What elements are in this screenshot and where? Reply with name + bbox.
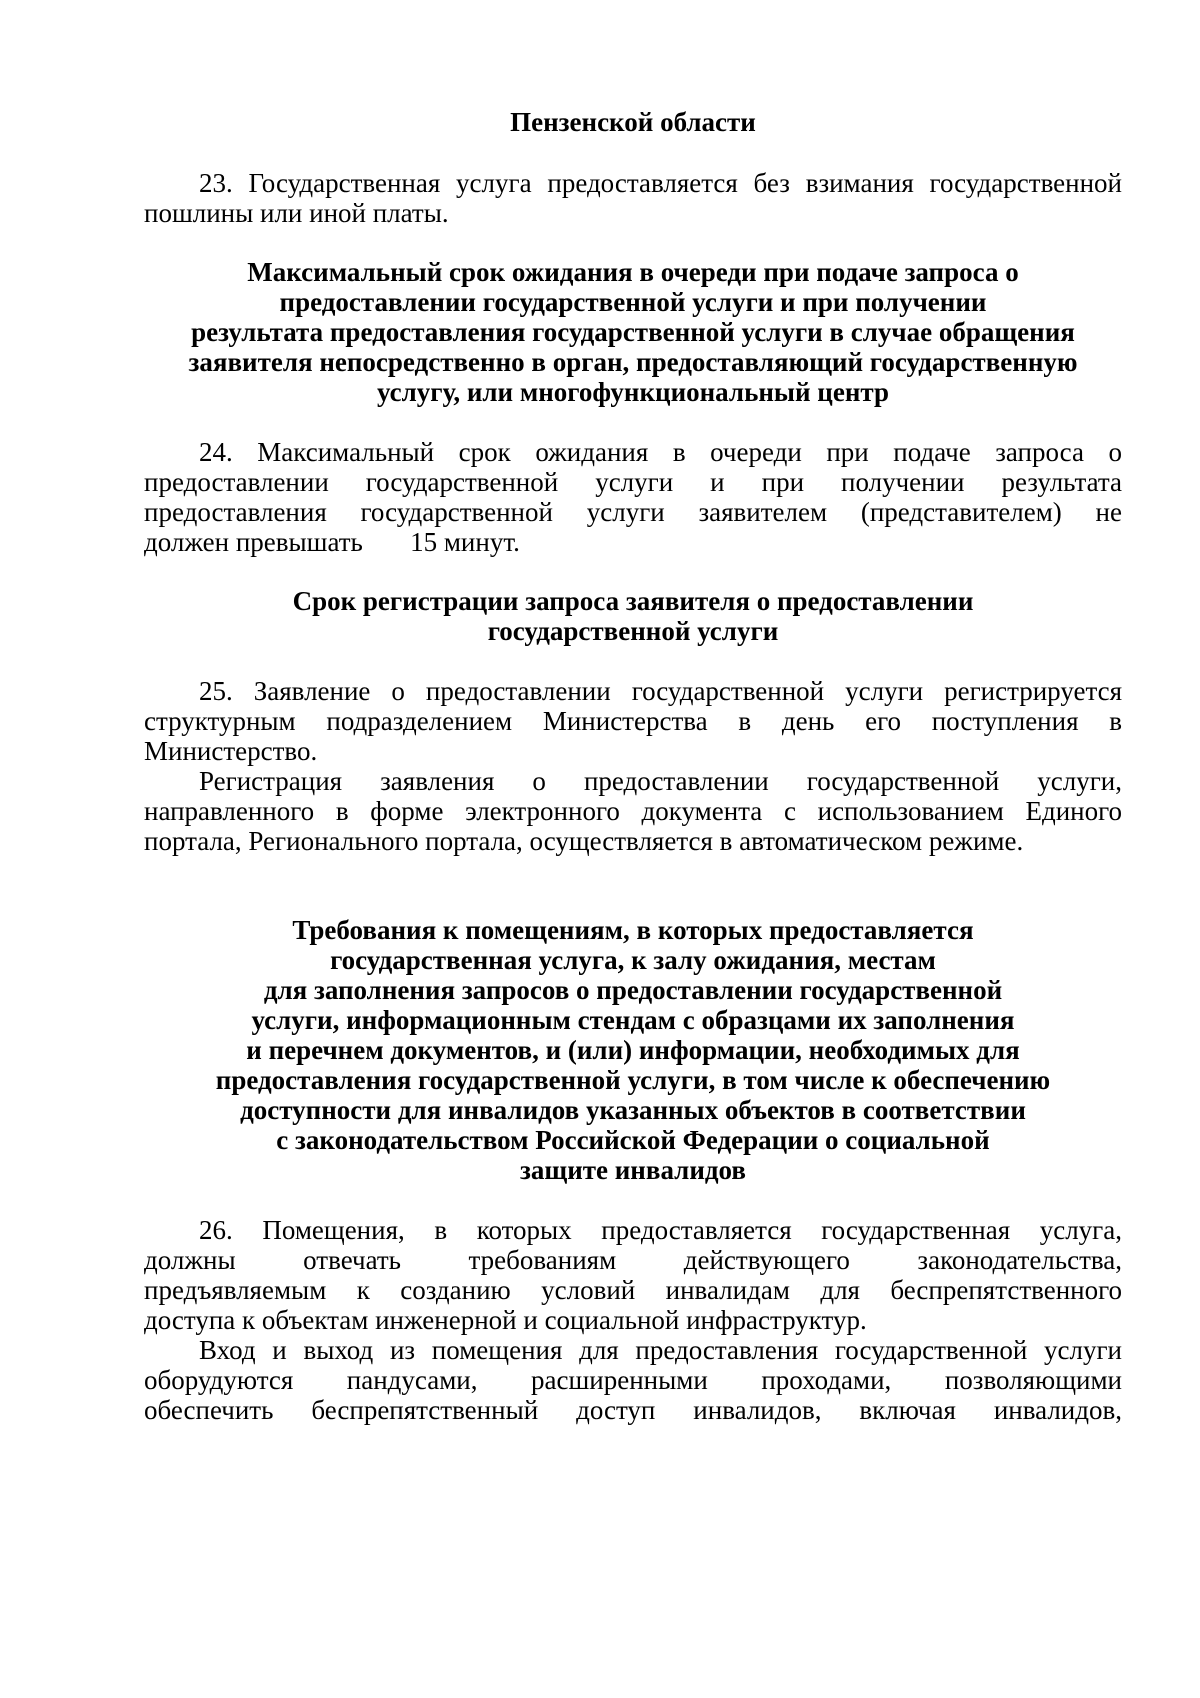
heading-line: Срок регистрации запроса заявителя о предоставлении [292,586,974,616]
paragraph-line: направленного в форме электронного документа с использованием Единого [144,796,1122,826]
heading-line: заявителя непосредственно в орган, предоставляющий государственную [188,347,1078,377]
paragraph-line: пошлины или иной платы. [144,198,449,228]
paragraph-line: 25. Заявление о предоставлении государственной услуги регистрируется [199,676,1122,706]
heading-line: Максимальный срок ожидания в очереди при подаче запроса о [247,257,1019,287]
paragraph-line: Регистрация заявления о предоставлении государственной услуги, [199,766,1122,796]
heading-line: услуги, информационным стендам с образцами их заполнения [251,1005,1015,1035]
heading-line: предоставления государственной услуги, в том числе к обеспечению [215,1065,1051,1095]
heading-line: предоставлении государственной услуги и при получении [279,287,987,317]
paragraph-line: 23. Государственная услуга предоставляется без взимания государственной [199,168,1122,198]
heading-line: государственной услуги [487,616,779,646]
paragraph-line: предъявляемым к созданию условий инвалидам для беспрепятственного [144,1275,1122,1305]
paragraph-line: обеспечить беспрепятственный доступ инвалидов, включая инвалидов, [144,1395,1122,1425]
paragraph-line: доступа к объектам инженерной и социальной инфраструктур. [144,1305,867,1335]
heading-line: Требования к помещениям, в которых предоставляется [292,915,974,945]
heading-line: доступности для инвалидов указанных объектов в соответствии [240,1095,1026,1125]
heading-top: Пензенской области [510,107,756,137]
heading-line: для заполнения запросов о предоставлении государственной [263,975,1003,1005]
heading-line: результата предоставления государственной услуги в случае обращения [191,317,1075,347]
paragraph-line: предоставления государственной услуги заявителем (представителем) не [144,497,1122,527]
heading-line: и перечнем документов, и (или) информации, необходимых для [246,1035,1020,1065]
paragraph-line: предоставлении государственной услуги и при получении результата [144,467,1122,497]
heading-line: услугу, или многофункциональный центр [376,377,889,407]
paragraph-line: должен превышать 15 минут. [144,527,520,557]
paragraph-line: Министерство. [144,736,318,766]
paragraph-line: Вход и выход из помещения для предоставления государственной услуги [199,1335,1122,1365]
heading-line: защите инвалидов [520,1155,746,1185]
paragraph-line: портала, Регионального портала, осуществляется в автоматическом режиме. [144,826,1024,856]
paragraph-line: структурным подразделением Министерства в день его поступления в [144,706,1122,736]
paragraph-line: должны отвечать требованиям действующего законодательства, [144,1245,1122,1275]
heading-line: государственная услуга, к залу ожидания, местам [330,945,936,975]
paragraph-line: 26. Помещения, в которых предоставляется государственная услуга, [199,1215,1122,1245]
paragraph-line: 24. Максимальный срок ожидания в очереди при подаче запроса о [199,437,1122,467]
heading-line: с законодательством Российской Федерации о социальной [276,1125,990,1155]
paragraph-line: оборудуются пандусами, расширенными проходами, позволяющими [144,1365,1122,1395]
